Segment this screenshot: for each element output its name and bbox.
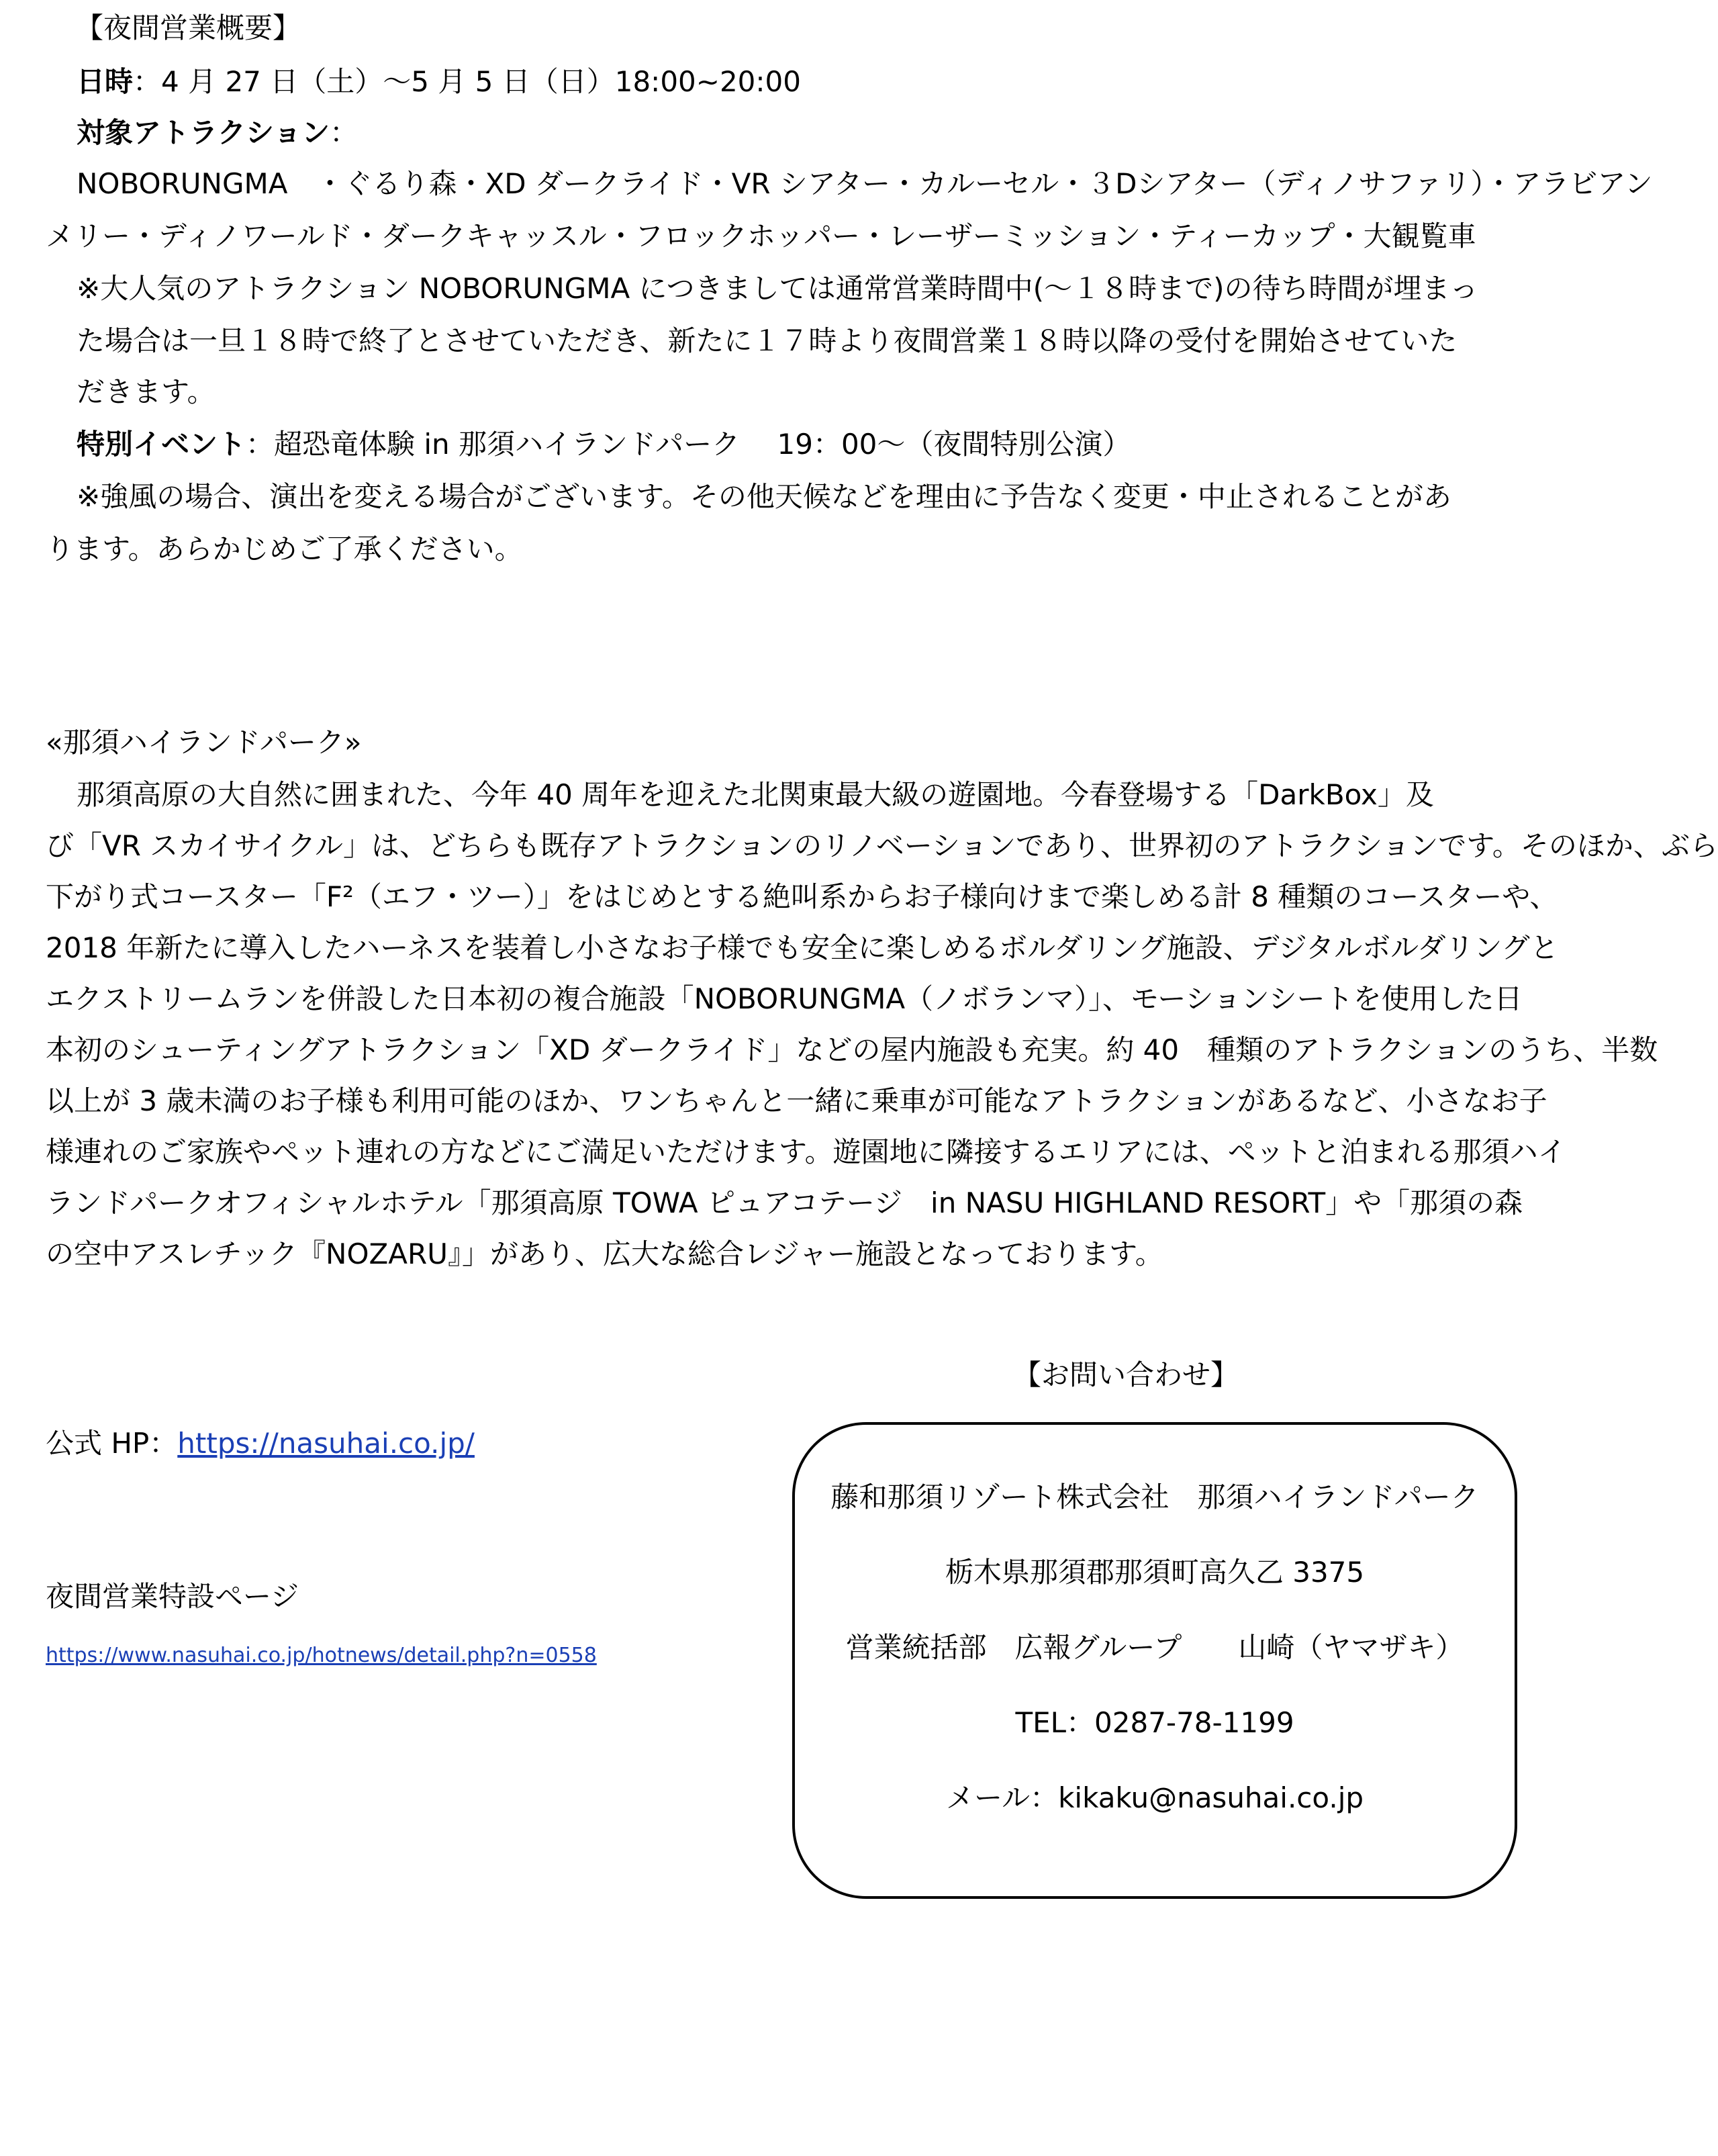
contact-company: 藤和那須リゾート株式会社 那須ハイランドパーク bbox=[830, 1481, 1479, 1513]
night-page-label: 夜間営業特設ページ bbox=[46, 1580, 299, 1613]
attractions-line-2: メリー・ディノワールド・ダークキャッスル・フロックホッパー・レーザーミッション・ティーカップ・大観覧車 bbox=[46, 220, 1476, 252]
note-line-3: だきます。 bbox=[77, 375, 216, 408]
park-line: ランドパークオフィシャルホテル「那須高原 TOWA ピュアコテージ in NASU HIGHLAND RESORT」や「那須の森 bbox=[46, 1186, 1523, 1219]
contact-department: 営業統括部 広報グループ 山崎（ヤマザキ） bbox=[845, 1631, 1464, 1664]
attractions-colon: ： bbox=[330, 116, 359, 149]
date-label: 日時 bbox=[77, 65, 134, 98]
date-value: ：4 月 27 日（土）～5 月 5 日（日）18:00~20:00 bbox=[133, 65, 801, 98]
official-hp-label: 公式 HP： bbox=[46, 1427, 178, 1460]
event-row bbox=[77, 427, 1131, 462]
park-line: び「VR スカイサイクル」は、どちらも既存アトラクションのリノベーションであり、世界初のアトラクションです。そのほか、ぶら bbox=[46, 829, 1718, 862]
contact-tel: TEL：0287-78-1199 bbox=[1015, 1706, 1294, 1739]
park-line: の空中アスレチック『NOZARU』」があり、広大な総合レジャー施設となっております。 bbox=[46, 1237, 1163, 1270]
park-line: 那須高原の大自然に囲まれた、今年 40 周年を迎えた北関東最大級の遊園地。今春登場する「DarkBox」及 bbox=[77, 778, 1434, 811]
attractions-line-1: NOBORUNGMA ・ぐるり森・XD ダークライド・VR シアター・カルーセル・３Dシアター（ディノサファリ）・アラビアン bbox=[77, 167, 1653, 200]
date-row bbox=[77, 64, 801, 99]
event-label: 特別イベント bbox=[77, 428, 246, 461]
attractions-row bbox=[77, 115, 358, 150]
park-line: 2018 年新たに導入したハーネスを装着し小さなお子様でも安全に楽しめるボルダリング施設、デジタルボルダリングと bbox=[46, 931, 1559, 964]
official-hp-link[interactable]: https://nasuhai.co.jp/ bbox=[177, 1427, 475, 1460]
park-line: 下がり式コースター「F²（エフ・ツー）」をはじめとする絶叫系からお子様向けまで楽しめる計 8 種類のコースターや、 bbox=[46, 880, 1558, 913]
official-hp-row bbox=[46, 1426, 475, 1461]
park-line: 本初のシューティングアトラクション「XD ダークライド」などの屋内施設も充実。約 40 種類のアトラクションのうち、半数 bbox=[46, 1033, 1658, 1066]
night-section-heading: 【夜間営業概要】 bbox=[75, 11, 301, 44]
weather-line-1: ※強風の場合、演出を変える場合がございます。その他天候などを理由に予告なく変更・中止されることがあ bbox=[77, 480, 1451, 513]
park-line: エクストリームランを併設した日本初の複合施設「NOBORUNGMA（ノボランマ）」、モーションシートを使用した日 bbox=[46, 982, 1523, 1015]
contact-address: 栃木県那須郡那須町高久乙 3375 bbox=[945, 1556, 1365, 1589]
note-line-2: た場合は一旦１８時で終了とさせていただき、新たに１７時より夜間営業１８時以降の受付を開始させていた bbox=[77, 324, 1458, 357]
attractions-label: 対象アトラクション bbox=[77, 116, 330, 149]
contact-mail: メール：kikaku@nasuhai.co.jp bbox=[945, 1781, 1364, 1814]
contact-heading: 【お問い合わせ】 bbox=[1013, 1358, 1239, 1391]
park-line: 以上が 3 歳未満のお子様も利用可能のほか、ワンちゃんと一緒に乗車が可能なアトラクションがあるなど、小さなお子 bbox=[46, 1084, 1547, 1117]
event-value: ：超恐竜体験 in 那須ハイランドパーク 19：00～（夜間特別公演） bbox=[246, 428, 1131, 461]
weather-line-2: ります。あらかじめご了承ください。 bbox=[46, 532, 523, 565]
park-line: 様連れのご家族やペット連れの方などにご満足いただけます。遊園地に隣接するエリアには、ペットと泊まれる那須ハイ bbox=[46, 1135, 1566, 1168]
night-page-link[interactable]: https://www.nasuhai.co.jp/hotnews/detail.php?n=0558 bbox=[46, 1644, 597, 1667]
park-section-heading: «那須ハイランドパーク» bbox=[46, 726, 362, 759]
contact-box bbox=[792, 1422, 1517, 1899]
note-line-1: ※大人気のアトラクション NOBORUNGMA につきましては通常営業時間中(～１８時まで)の待ち時間が埋まっ bbox=[77, 272, 1478, 305]
